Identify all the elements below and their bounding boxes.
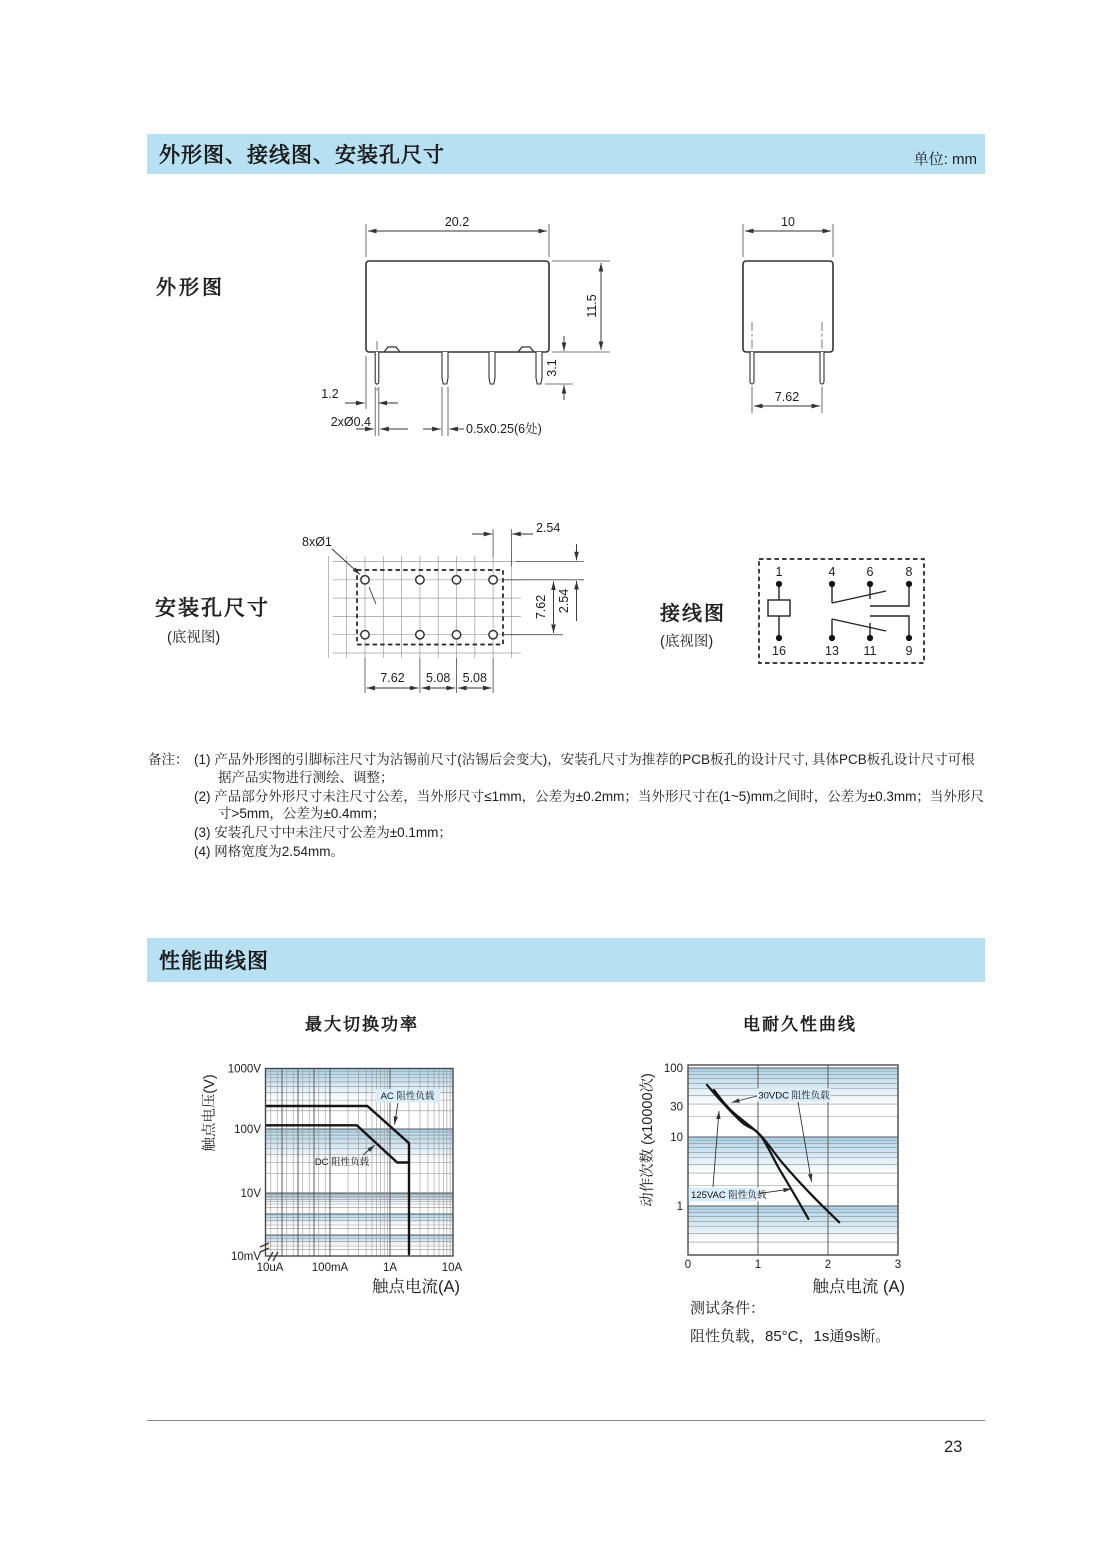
y-tick: 100V — [234, 1124, 261, 1136]
pin-number: 11 — [863, 644, 877, 658]
right-chart-title: 电耐久性曲线 — [743, 1015, 857, 1034]
dim-pin-length: 3.1 — [545, 359, 559, 377]
section2-title: 性能曲线图 — [159, 950, 269, 973]
wiring-diagram — [759, 559, 924, 663]
dim-col-pitch: 5.08 — [426, 671, 451, 685]
y-tick: 10 — [670, 1132, 683, 1144]
note-item: (3) 安装孔尺寸中未注尺寸公差为±0.1mm； — [194, 825, 452, 841]
side-pin — [750, 352, 754, 384]
y-tick: 10V — [240, 1188, 261, 1200]
y-tick: 10mV — [230, 1251, 261, 1263]
note-item: (1) 产品外形图的引脚标注尺寸为沾锡前尺寸(沾锡后会变大)，安装孔尺寸为推荐的PCB板孔的设计尺寸, 具体PCB板孔设计尺寸可根据产品实物进行测绘、调整； — [194, 752, 975, 785]
dim-front-width: 20.2 — [444, 215, 470, 229]
dim-front-height: 11.5 — [585, 294, 599, 318]
pin-number: 9 — [905, 644, 913, 658]
note-item: (4) 网格宽度为2.54mm。 — [194, 844, 345, 860]
pin-number: 1 — [775, 565, 783, 579]
x-tick: 10A — [441, 1262, 463, 1274]
mounting-view-label: 安装孔尺寸 (底视图) — [155, 597, 270, 646]
x-tick: 10uA — [256, 1262, 284, 1274]
chart-electrical-endurance — [639, 1014, 905, 1296]
left-chart-title: 最大切换功率 — [305, 1015, 419, 1034]
wiring-view-label: 接线图 (底视图) — [660, 603, 726, 650]
vac-load-label: 125VAC 阻性负载 — [691, 1190, 767, 1201]
notes-label: 备注： — [148, 752, 189, 767]
pin-number: 13 — [825, 644, 839, 658]
x-tick: 1A — [382, 1262, 398, 1274]
dim-col-pitch: 7.62 — [380, 671, 405, 685]
x-tick: 3 — [894, 1259, 902, 1271]
dim-side-width: 10 — [781, 215, 795, 229]
pin-number: 8 — [905, 565, 913, 579]
x-tick: 1 — [754, 1259, 762, 1271]
y-tick: 100 — [663, 1063, 683, 1075]
y-tick: 30 — [670, 1101, 683, 1114]
coil-symbol — [768, 600, 790, 616]
outline-view-label: 外形图 — [156, 277, 225, 299]
front-view-drawing — [321, 215, 610, 436]
test-conditions: 测试条件： 阻性负载，85°C，1s通9s断。 — [690, 1300, 891, 1345]
x-tick: 2 — [824, 1259, 832, 1271]
relay-body-side — [743, 261, 833, 352]
relay-body-front — [366, 261, 549, 352]
unit-label: 单位: mm — [913, 151, 977, 168]
dim-round-pin: 2xØ0.4 — [330, 415, 371, 429]
left-chart-xlabel: 触点电流(A) — [372, 1278, 460, 1296]
right-chart-ylabel: 动作次数 (x10000次) — [640, 1073, 656, 1207]
dim-grid-right: 2.54 — [557, 588, 571, 614]
mounting-hole-drawing — [302, 521, 584, 693]
y-tick: 1 — [676, 1201, 683, 1213]
left-chart-ylabel: 触点电压(V) — [202, 1074, 218, 1152]
dim-flat-pin: 0.5x0.25(6处) — [466, 422, 542, 436]
pin-number: 4 — [828, 565, 836, 579]
ac-load-label: AC 阻性负载 — [380, 1091, 435, 1102]
dc-load-label: DC 阻性负载 — [314, 1157, 370, 1168]
dim-col-pitch: 5.08 — [462, 671, 487, 685]
note-item: (2) 产品部分外形尺寸未注尺寸公差，当外形尺寸≤1mm，公差为±0.2mm；当外形尺寸在(1~5)mm之间时，公差为±0.3mm；当外形尺寸>5mm，公差为±0.4mm； — [194, 788, 984, 822]
dim-pin-offset: 1.2 — [321, 387, 339, 401]
pin-number: 6 — [866, 565, 874, 579]
x-tick: 0 — [684, 1259, 692, 1271]
y-tick: 1000V — [227, 1063, 261, 1076]
page-number: 23 — [944, 1438, 963, 1456]
dim-row-pitch: 7.62 — [534, 594, 548, 620]
flat-pin — [489, 352, 495, 384]
vdc-load-label: 30VDC 阻性负载 — [758, 1090, 830, 1102]
chart-max-switching-power — [200, 1014, 463, 1296]
pin-number: 16 — [772, 644, 786, 658]
flat-pin — [442, 352, 448, 384]
section1-title: 外形图、接线图、安装孔尺寸 — [159, 144, 445, 167]
round-pin — [375, 352, 379, 384]
side-pin — [820, 352, 824, 384]
side-view-drawing — [743, 215, 833, 413]
right-chart-xlabel: 触点电流 (A) — [812, 1278, 905, 1296]
dim-side-pitch: 7.62 — [774, 390, 800, 404]
x-tick: 100mA — [311, 1262, 349, 1274]
flat-pin — [536, 352, 542, 384]
relay-outline-dashed — [357, 570, 503, 645]
dim-grid-top: 2.54 — [536, 521, 561, 535]
holes-callout: 8xØ1 — [302, 535, 332, 549]
